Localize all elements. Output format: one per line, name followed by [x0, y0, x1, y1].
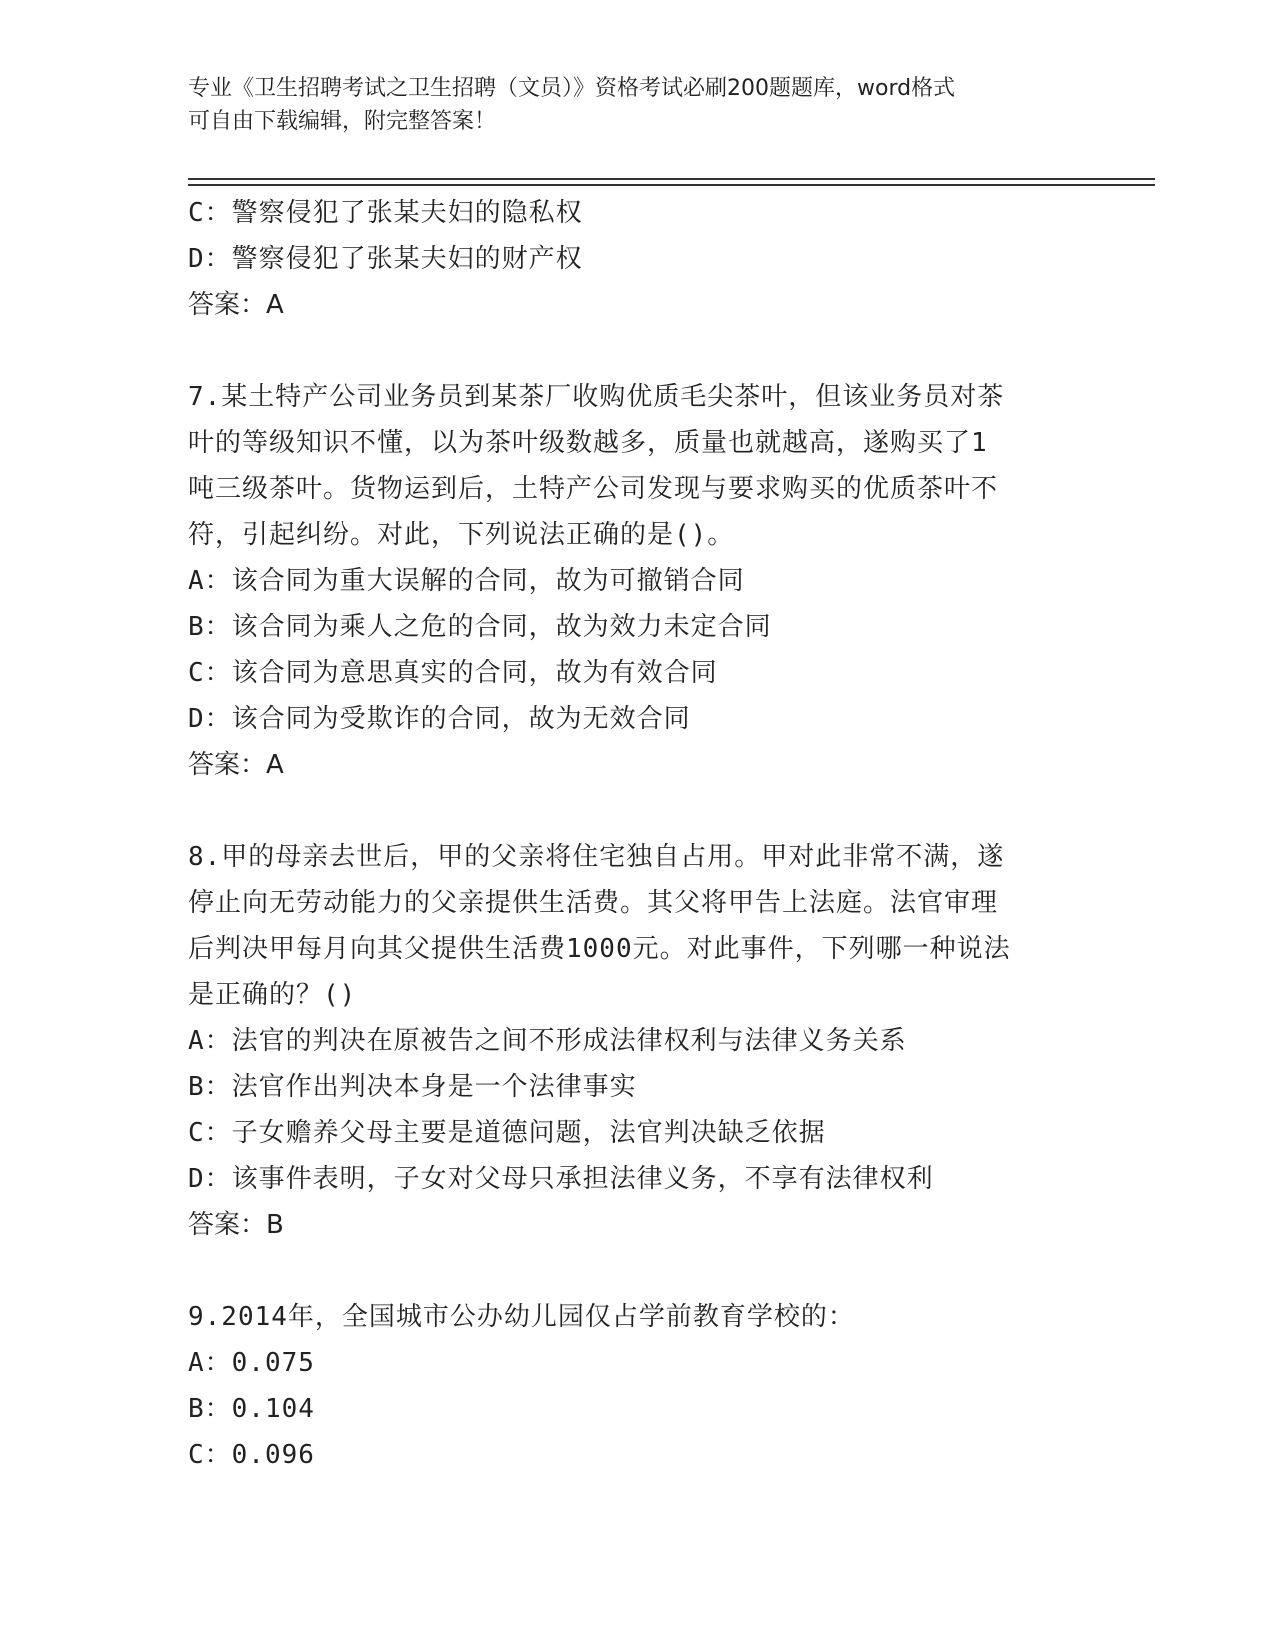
- header-title-line-1: 专业《卫生招聘考试之卫生招聘（文员）》资格考试必刷200题题库，word格式: [188, 76, 956, 101]
- option-c: C：警察侵犯了张某夫妇的隐私权: [188, 198, 583, 228]
- question-6-tail: [188, 190, 1088, 328]
- option-b: B：该合同为乘人之危的合同，故为效力未定合同: [188, 612, 772, 642]
- document-header: [188, 72, 1088, 138]
- option-a: A：法官的判决在原被告之间不形成法律权利与法律义务关系: [188, 1026, 907, 1056]
- question-stem-line: 符，引起纠纷。对此，下列说法正确的是()。: [188, 520, 735, 550]
- option-a: A：0.075: [188, 1348, 315, 1378]
- question-9: [188, 1294, 1088, 1478]
- spacer: [188, 328, 1088, 374]
- question-stem-line: 8.甲的母亲去世后，甲的父亲将住宅独自占用。甲对此非常不满，遂: [188, 842, 1005, 872]
- answer-line: 答案：A: [188, 750, 284, 780]
- header-divider-bottom: [188, 184, 1155, 186]
- option-a: A：该合同为重大误解的合同，故为可撤销合同: [188, 566, 745, 596]
- option-c: C：该合同为意思真实的合同，故为有效合同: [188, 658, 718, 688]
- question-list: [188, 190, 1088, 1478]
- option-c: C：0.096: [188, 1440, 315, 1470]
- header-divider-top: [188, 178, 1155, 180]
- spacer: [188, 788, 1088, 834]
- question-stem-line: 是正确的？(): [188, 980, 357, 1010]
- option-d: D：该合同为受欺诈的合同，故为无效合同: [188, 704, 691, 734]
- question-stem-line: 后判决甲每月向其父提供生活费1000元。对此事件，下列哪一种说法: [188, 934, 1011, 964]
- answer-line: 答案：A: [188, 290, 284, 320]
- question-stem-line: 叶的等级知识不懂，以为茶叶级数越多，质量也就越高，遂购买了1: [188, 428, 988, 458]
- question-stem-line: 停止向无劳动能力的父亲提供生活费。其父将甲告上法庭。法官审理: [188, 888, 999, 918]
- question-8: [188, 834, 1088, 1248]
- option-b: B：法官作出判决本身是一个法律事实: [188, 1072, 637, 1102]
- question-stem-line: 9.2014年，全国城市公办幼儿园仅占学前教育学校的：: [188, 1302, 855, 1332]
- header-title-line-2: 可自由下载编辑，附完整答案！: [188, 109, 497, 134]
- question-stem-line: 吨三级茶叶。货物运到后，土特产公司发现与要求购买的优质茶叶不: [188, 474, 999, 504]
- option-d: D：警察侵犯了张某夫妇的财产权: [188, 244, 583, 274]
- spacer: [188, 1248, 1088, 1294]
- option-c: C：子女赡养父母主要是道德问题，法官判决缺乏依据: [188, 1118, 826, 1148]
- answer-line: 答案：B: [188, 1210, 284, 1240]
- option-b: B：0.104: [188, 1394, 315, 1424]
- question-stem-line: 7.某土特产公司业务员到某茶厂收购优质毛尖茶叶，但该业务员对茶: [188, 382, 1005, 412]
- option-d: D：该事件表明，子女对父母只承担法律义务，不享有法律权利: [188, 1164, 934, 1194]
- question-7: [188, 374, 1088, 788]
